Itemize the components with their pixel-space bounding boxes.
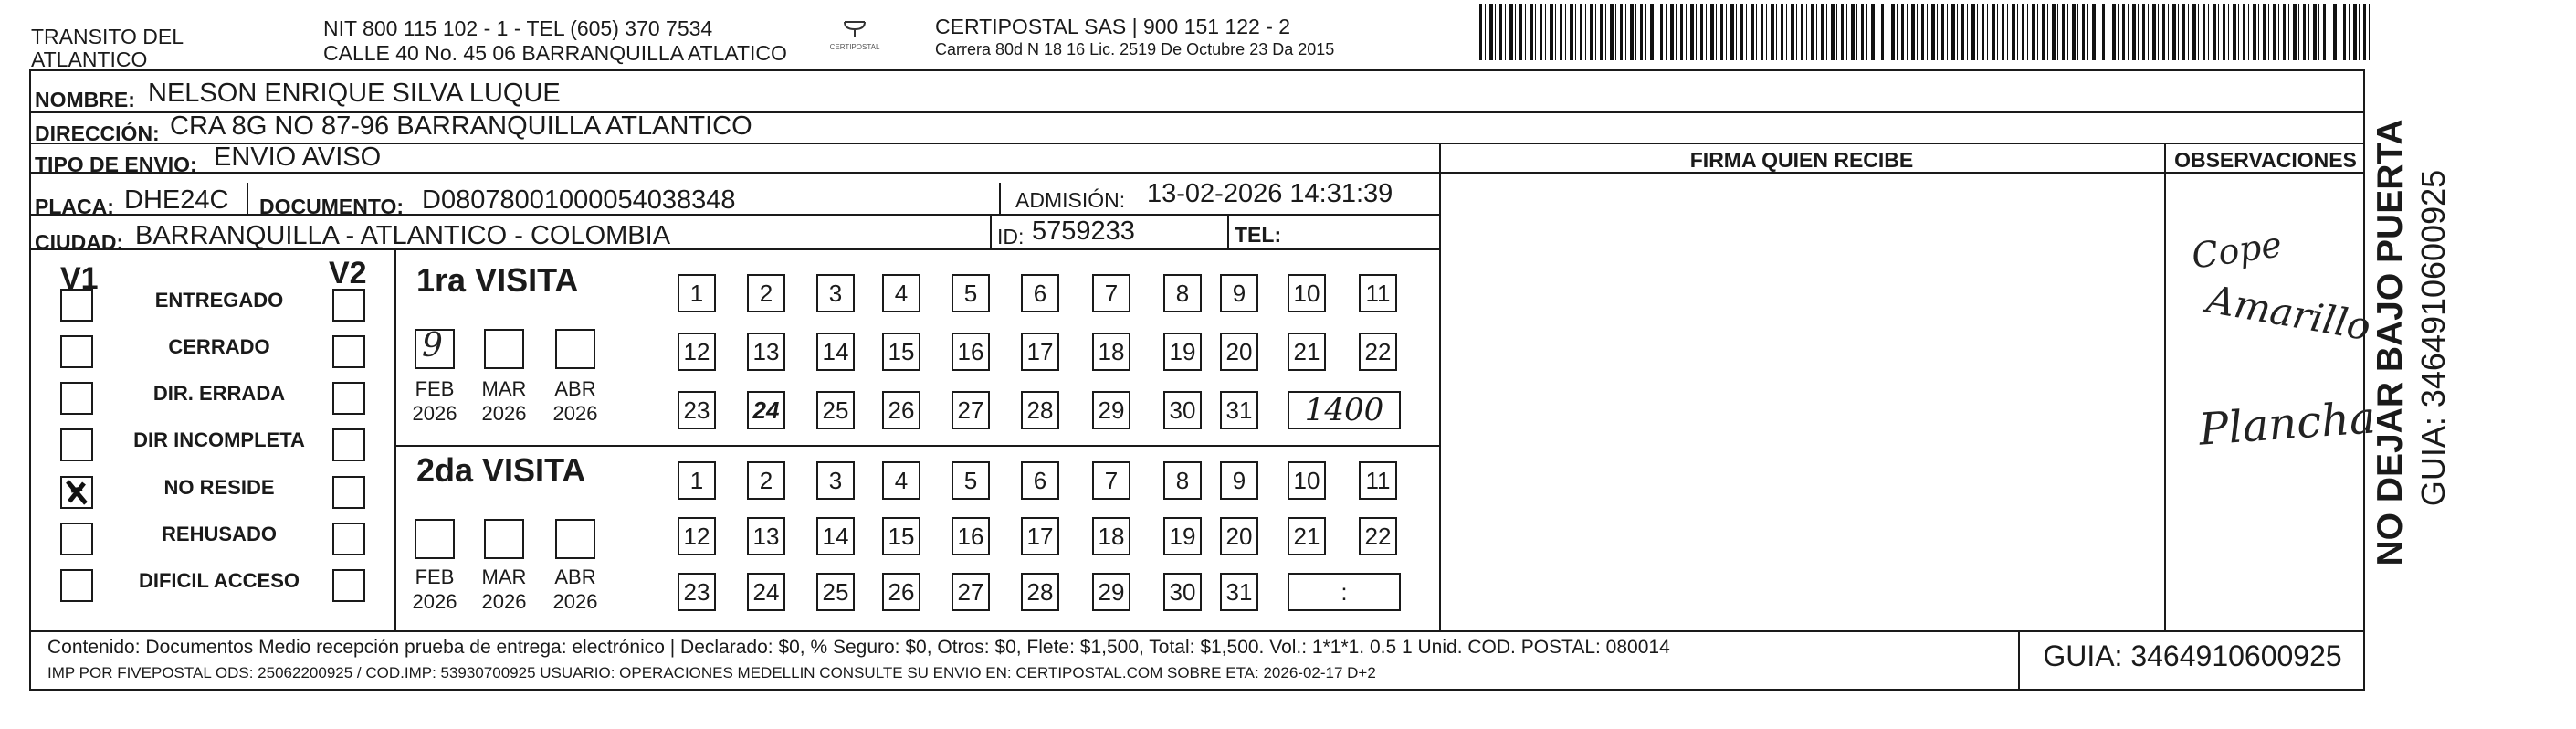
day-number: 8 — [1175, 466, 1190, 494]
day-number: 30 — [1169, 577, 1196, 606]
day-box[interactable] — [882, 461, 920, 500]
day-box[interactable] — [1092, 333, 1130, 371]
v2-label: V2 — [329, 256, 367, 291]
day-number: 11 — [1365, 466, 1391, 494]
day-number: 18 — [1098, 522, 1125, 550]
day-box[interactable] — [1288, 517, 1326, 555]
month-label: MAR 2026 — [481, 565, 527, 613]
day-number: 14 — [822, 522, 849, 550]
side-guia: GUIA: 3464910600925 — [2414, 169, 2452, 507]
v2-checkbox[interactable] — [332, 523, 365, 555]
day-box[interactable] — [1163, 274, 1202, 312]
v2-checkbox[interactable] — [332, 476, 365, 509]
day-number: 30 — [1169, 396, 1196, 424]
time-box[interactable] — [1288, 391, 1401, 429]
sender-name: TRANSITO DEL ATLANTICO — [31, 25, 184, 71]
day-number: 20 — [1225, 522, 1253, 550]
day-number: 1 — [689, 279, 704, 307]
barcode — [1479, 4, 2372, 60]
day-number: 31 — [1225, 577, 1253, 606]
day-box[interactable] — [1220, 461, 1258, 500]
day-number: 19 — [1169, 522, 1196, 550]
day-number: 2 — [759, 466, 773, 494]
day-number: 29 — [1098, 577, 1125, 606]
v2-checkbox[interactable] — [332, 289, 365, 322]
day-number: 24 — [752, 396, 780, 424]
placa-label: PLACA: — [35, 195, 114, 218]
day-box[interactable] — [1220, 274, 1258, 312]
sender-address: CALLE 40 No. 45 06 BARRANQUILLA ATLATICO — [323, 41, 787, 65]
documento-value: D08078001000054038348 — [422, 185, 736, 215]
day-number: 23 — [683, 396, 710, 424]
day-box[interactable] — [678, 573, 716, 611]
day-box[interactable] — [1288, 274, 1326, 312]
day-box[interactable] — [747, 573, 785, 611]
day-number: 3 — [828, 466, 843, 494]
day-box[interactable] — [1092, 517, 1130, 555]
company-line: CERTIPOSTAL SAS | 900 151 122 - 2 — [935, 15, 1291, 38]
nombre-value: NELSON ENRIQUE SILVA LUQUE — [148, 79, 561, 108]
day-box[interactable] — [747, 333, 785, 371]
day-number: 20 — [1225, 337, 1253, 365]
day-box[interactable] — [1021, 461, 1059, 500]
month-label: FEB 2026 — [412, 377, 457, 425]
day-box[interactable] — [1163, 573, 1202, 611]
day-number: 4 — [894, 279, 909, 307]
day-number: 21 — [1293, 522, 1320, 550]
day-number: 16 — [957, 337, 984, 365]
time-value: : — [1341, 577, 1348, 606]
day-box[interactable] — [678, 274, 716, 312]
day-box[interactable] — [882, 391, 920, 429]
v1-label: V1 — [60, 261, 99, 296]
day-number: 7 — [1104, 279, 1119, 307]
day-number: 17 — [1026, 337, 1054, 365]
day-number: 25 — [822, 577, 849, 606]
day-number: 6 — [1033, 466, 1047, 494]
day-box[interactable] — [1288, 461, 1326, 500]
day-number: 5 — [963, 466, 978, 494]
nombre-label: NOMBRE: — [35, 88, 135, 111]
v2-checkbox[interactable] — [332, 335, 365, 368]
day-box[interactable] — [1163, 461, 1202, 500]
tipo-envio-value: ENVIO AVISO — [214, 143, 382, 172]
day-number: 25 — [822, 396, 849, 424]
ciudad-value: BARRANQUILLA - ATLANTICO - COLOMBIA — [135, 221, 671, 250]
day-number: 19 — [1169, 337, 1196, 365]
month-label: FEB 2026 — [412, 565, 457, 613]
day-box[interactable] — [1092, 274, 1130, 312]
day-box[interactable] — [952, 333, 990, 371]
footer-guia: GUIA: 3464910600925 — [2043, 639, 2342, 672]
day-number: 28 — [1026, 396, 1054, 424]
day-number: 17 — [1026, 522, 1054, 550]
day-box[interactable] — [1220, 333, 1258, 371]
day-number: 13 — [752, 522, 780, 550]
day-number: 15 — [888, 522, 915, 550]
month-checkbox[interactable] — [555, 329, 595, 369]
day-box[interactable] — [1163, 333, 1202, 371]
day-box[interactable] — [747, 274, 785, 312]
observaciones-label: OBSERVACIONES — [2174, 148, 2357, 172]
day-box[interactable] — [816, 333, 855, 371]
day-box[interactable] — [1021, 517, 1059, 555]
certipostal-logo — [818, 18, 891, 64]
direccion-value: CRA 8G NO 87-96 BARRANQUILLA ATLANTICO — [170, 111, 752, 141]
admision-label: ADMISIÓN: — [1015, 188, 1126, 212]
day-box[interactable] — [882, 517, 920, 555]
day-number: 16 — [957, 522, 984, 550]
id-label: ID: — [997, 225, 1025, 248]
day-box[interactable] — [816, 274, 855, 312]
status-label: NO RESIDE — [163, 476, 275, 499]
visit-title: 1ra VISITA — [416, 261, 579, 299]
v2-checkbox[interactable] — [332, 428, 365, 461]
day-number: 1 — [689, 466, 704, 494]
day-box[interactable] — [816, 517, 855, 555]
month-label: ABR 2026 — [552, 565, 598, 613]
day-box[interactable] — [816, 391, 855, 429]
day-box[interactable] — [1021, 274, 1059, 312]
day-number: 7 — [1104, 466, 1119, 494]
placa-value: DHE24C — [124, 185, 229, 215]
day-box[interactable] — [952, 573, 990, 611]
day-box[interactable] — [882, 333, 920, 371]
day-number: 9 — [1232, 279, 1246, 307]
side-warning: NO DEJAR BAJO PUERTA — [2371, 119, 2410, 566]
day-box[interactable] — [1220, 517, 1258, 555]
month-checkbox[interactable] — [484, 519, 524, 559]
logo-text: CERTIPOSTAL — [829, 43, 880, 51]
day-number: 21 — [1293, 337, 1320, 365]
day-box[interactable] — [1092, 573, 1130, 611]
day-number: 14 — [822, 337, 849, 365]
observacion-line-1: Cope — [2189, 224, 2285, 277]
admision-value: 13-02-2026 14:31:39 — [1147, 179, 1393, 208]
day-box[interactable] — [1220, 391, 1258, 429]
observacion-line-2: Amarillo — [2203, 276, 2374, 350]
day-number: 28 — [1026, 577, 1054, 606]
day-box[interactable] — [678, 391, 716, 429]
day-box[interactable] — [882, 274, 920, 312]
status-label: CERRADO — [168, 335, 270, 358]
day-number: 31 — [1225, 396, 1253, 424]
month-label: ABR 2026 — [552, 377, 598, 425]
company-address: Carrera 80d N 18 16 Lic. 2519 De Octubre 23 Da 2015 — [935, 40, 1335, 58]
visit-title: 2da VISITA — [416, 451, 586, 489]
status-label: DIR. ERRADA — [152, 382, 286, 405]
day-box[interactable] — [1359, 461, 1397, 500]
footer-contenido: Contenido: Documentos Medio recepción prueba de entrega: electrónico | Declarado: $0, % Seguro: $0, Otros: $0, Flete: $1,500, Total: $1,500. Vol.: 1*1*1. 0.5 1 Unid. COD. POSTAL: 080014 — [47, 637, 1670, 658]
day-box[interactable] — [678, 333, 716, 371]
day-box[interactable] — [747, 517, 785, 555]
month-checkbox[interactable] — [555, 519, 595, 559]
day-box[interactable] — [816, 461, 855, 500]
firma-label: FIRMA QUIEN RECIBE — [1689, 148, 1914, 172]
day-box[interactable] — [1092, 461, 1130, 500]
day-box[interactable] — [1359, 274, 1397, 312]
logo-icon — [841, 18, 868, 38]
time-value: 1400 — [1304, 392, 1384, 428]
month-mark: 9 — [422, 327, 443, 364]
month-label: MAR 2026 — [481, 377, 527, 425]
day-number: 5 — [963, 279, 978, 307]
day-number: 2 — [759, 279, 773, 307]
day-box[interactable] — [1220, 573, 1258, 611]
day-box[interactable] — [1163, 517, 1202, 555]
status-label: DIR INCOMPLETA — [133, 428, 305, 451]
day-number: 9 — [1232, 466, 1246, 494]
tipo-envio-label: TIPO DE ENVIO: — [35, 153, 197, 176]
time-box[interactable] — [1288, 573, 1401, 611]
day-box[interactable] — [678, 517, 716, 555]
day-box[interactable] — [882, 573, 920, 611]
day-number: 26 — [888, 396, 915, 424]
day-number: 8 — [1175, 279, 1190, 307]
status-label: ENTREGADO — [154, 289, 284, 312]
status-label: DIFICIL ACCESO — [138, 569, 300, 592]
day-number: 10 — [1293, 466, 1320, 494]
day-number: 4 — [894, 466, 909, 494]
day-number: 3 — [828, 279, 843, 307]
tel-label: TEL: — [1235, 223, 1282, 247]
day-number: 15 — [888, 337, 915, 365]
day-box[interactable] — [816, 573, 855, 611]
day-box[interactable] — [1359, 517, 1397, 555]
day-box[interactable] — [952, 391, 990, 429]
day-box[interactable] — [1021, 573, 1059, 611]
day-box[interactable] — [1359, 333, 1397, 371]
day-box[interactable] — [1288, 333, 1326, 371]
day-number: 27 — [957, 577, 984, 606]
day-number: 18 — [1098, 337, 1125, 365]
day-box[interactable] — [952, 274, 990, 312]
day-box[interactable] — [1021, 333, 1059, 371]
sender-nit: NIT 800 115 102 - 1 - TEL (605) 370 7534 — [323, 16, 713, 40]
day-number: 26 — [888, 577, 915, 606]
footer-imp: IMP POR FIVEPOSTAL ODS: 25062200925 / COD.IMP: 53930700925 USUARIO: OPERACIONES MEDELLIN CONSULTE SU ENVIO EN: CERTIPOSTAL.COM SOBRE ETA: 2026-02-17 D+2 — [47, 664, 1376, 681]
day-box[interactable] — [1092, 391, 1130, 429]
month-checkbox[interactable] — [415, 329, 455, 369]
id-value: 5759233 — [1032, 217, 1135, 246]
day-number: 12 — [683, 337, 710, 365]
day-box[interactable] — [1021, 391, 1059, 429]
day-number: 11 — [1365, 279, 1391, 307]
day-number: 12 — [683, 522, 710, 550]
day-number: 22 — [1364, 522, 1392, 550]
v2-checkbox[interactable] — [332, 382, 365, 415]
day-box[interactable] — [952, 517, 990, 555]
day-box[interactable] — [747, 461, 785, 500]
status-label: REHUSADO — [162, 523, 277, 545]
month-checkbox[interactable] — [484, 329, 524, 369]
documento-label: DOCUMENTO: — [259, 195, 405, 218]
day-number: 6 — [1033, 279, 1047, 307]
ciudad-label: CIUDAD: — [35, 230, 124, 254]
day-box[interactable] — [1163, 391, 1202, 429]
day-box[interactable] — [747, 391, 785, 429]
day-number: 10 — [1293, 279, 1320, 307]
day-number: 29 — [1098, 396, 1125, 424]
day-number: 24 — [752, 577, 780, 606]
observacion-line-3: Plancha — [2197, 392, 2378, 456]
day-number: 22 — [1364, 337, 1392, 365]
day-number: 23 — [683, 577, 710, 606]
v2-checkbox[interactable] — [332, 569, 365, 602]
day-number: 13 — [752, 337, 780, 365]
day-number: 27 — [957, 396, 984, 424]
direccion-label: DIRECCIÓN: — [35, 122, 160, 145]
day-box[interactable] — [952, 461, 990, 500]
day-box[interactable] — [678, 461, 716, 500]
month-checkbox[interactable] — [415, 519, 455, 559]
